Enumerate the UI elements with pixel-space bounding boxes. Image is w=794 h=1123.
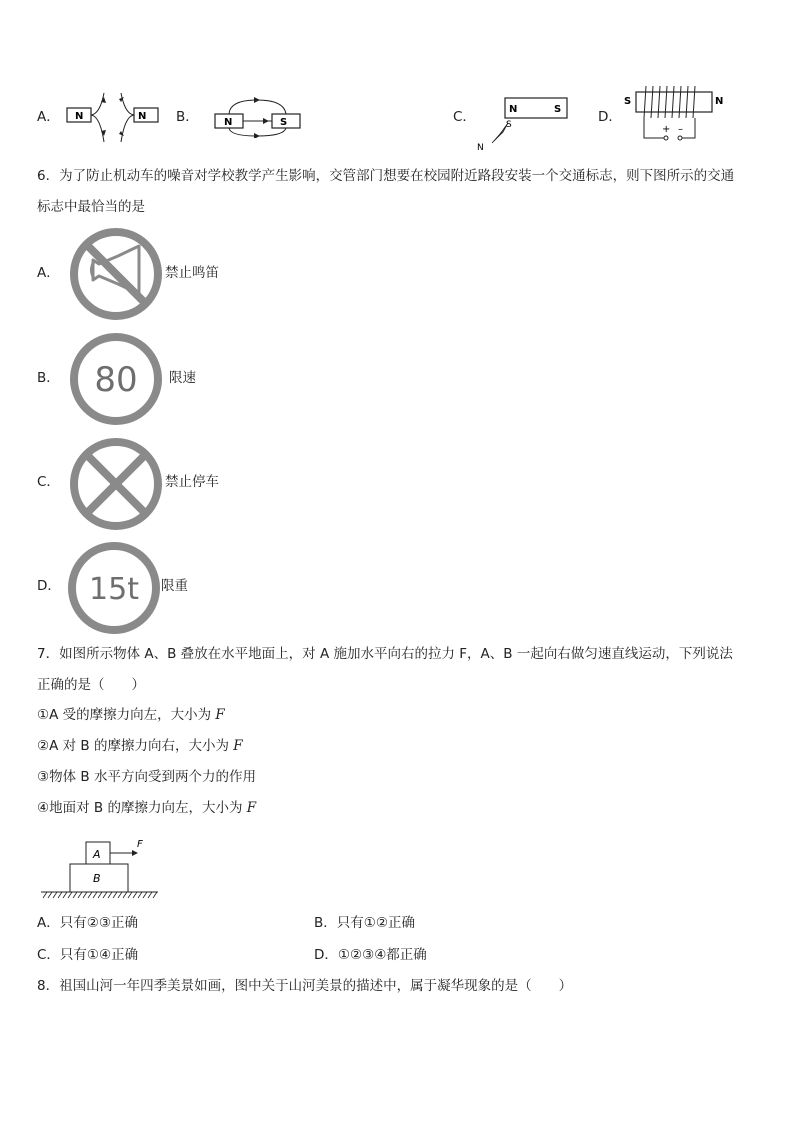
magnet-left-label: N bbox=[224, 117, 233, 128]
q5-option-a-letter[interactable]: A． bbox=[37, 109, 60, 125]
q6-option-c-letter[interactable]: C． bbox=[37, 474, 60, 490]
q5-figure-d bbox=[622, 84, 726, 150]
q8-stem: 8．祖国山河一年四季美景如画，图中关于山河美景的描述中，属于凝华现象的是（ ） bbox=[37, 978, 573, 994]
q6-option-a-letter[interactable]: A． bbox=[37, 265, 60, 281]
weight-limit-sign-text: 15t bbox=[89, 572, 139, 607]
q6-option-d-caption: 限重 bbox=[161, 578, 188, 594]
speed-limit-sign-icon bbox=[68, 331, 164, 427]
q5-figure-a bbox=[62, 90, 166, 146]
q7-option-c[interactable]: C．只有①④正确 bbox=[37, 947, 139, 963]
magnet-left-label: N bbox=[75, 111, 84, 122]
needle-bottom-label: N bbox=[477, 143, 484, 153]
force-label: F bbox=[137, 839, 143, 850]
no-parking-sign-icon bbox=[68, 436, 164, 532]
q6-option-a-caption: 禁止鸣笛 bbox=[165, 265, 219, 281]
q6-option-d-letter[interactable]: D． bbox=[37, 578, 61, 594]
q6-stem-line2: 标志中最恰当的是 bbox=[37, 199, 145, 215]
q7-statement-4: ④地面对 B 的摩擦力向左，大小为 F bbox=[37, 800, 257, 816]
pole-right-label: N bbox=[715, 96, 724, 107]
q7-option-a[interactable]: A．只有②③正确 bbox=[37, 915, 138, 931]
minus-label: – bbox=[678, 124, 683, 135]
q5-option-d-letter[interactable]: D． bbox=[598, 109, 622, 125]
q6-option-b-caption: 限速 bbox=[169, 370, 196, 386]
q7-option-d[interactable]: D．①②③④都正确 bbox=[314, 947, 427, 963]
q5-figure-c bbox=[472, 92, 572, 154]
speed-limit-sign-text: 80 bbox=[94, 360, 138, 400]
weight-limit-sign-icon bbox=[66, 540, 162, 636]
q7-statement-3: ③物体 B 水平方向受到两个力的作用 bbox=[37, 769, 256, 785]
magnet-left-label: N bbox=[509, 104, 518, 115]
ground-hatch bbox=[43, 892, 157, 898]
q6-option-b-letter[interactable]: B． bbox=[37, 370, 60, 386]
block-b-label: B bbox=[93, 872, 101, 885]
no-horn-sign-icon bbox=[68, 226, 164, 322]
q7-statement-1: ①A 受的摩擦力向左，大小为 F bbox=[37, 707, 225, 723]
q7-option-b[interactable]: B．只有①②正确 bbox=[314, 915, 415, 931]
q6-option-c-caption: 禁止停车 bbox=[165, 474, 219, 490]
q7-blocks-figure bbox=[38, 834, 162, 906]
q7-stem-line2: 正确的是（ ） bbox=[37, 677, 145, 693]
q5-option-c-letter[interactable]: C． bbox=[453, 109, 476, 125]
block-a-label: A bbox=[93, 848, 101, 861]
q5-figure-b bbox=[210, 94, 306, 138]
magnet-right-label: S bbox=[554, 104, 562, 115]
pole-left-label: S bbox=[624, 96, 632, 107]
magnet-right-label: N bbox=[138, 111, 147, 122]
solenoid-core bbox=[636, 92, 712, 112]
q7-statement-2: ②A 对 B 的摩擦力向右，大小为 F bbox=[37, 738, 243, 754]
q5-option-b-letter[interactable]: B． bbox=[176, 109, 199, 125]
q7-stem-line1: 7．如图所示物体 A、B 叠放在水平地面上，对 A 施加水平向右的拉力 F，A、B 一起向右做匀速直线运动，下列说法 bbox=[37, 646, 733, 662]
magnet-right-label: S bbox=[280, 117, 288, 128]
plus-label: + bbox=[662, 124, 671, 135]
needle-top-label: S bbox=[506, 120, 512, 130]
q6-stem-line1: 6．为了防止机动车的噪音对学校教学产生影响，交管部门想要在校园附近路段安装一个交通标志，则下图所示的交通 bbox=[37, 168, 735, 184]
